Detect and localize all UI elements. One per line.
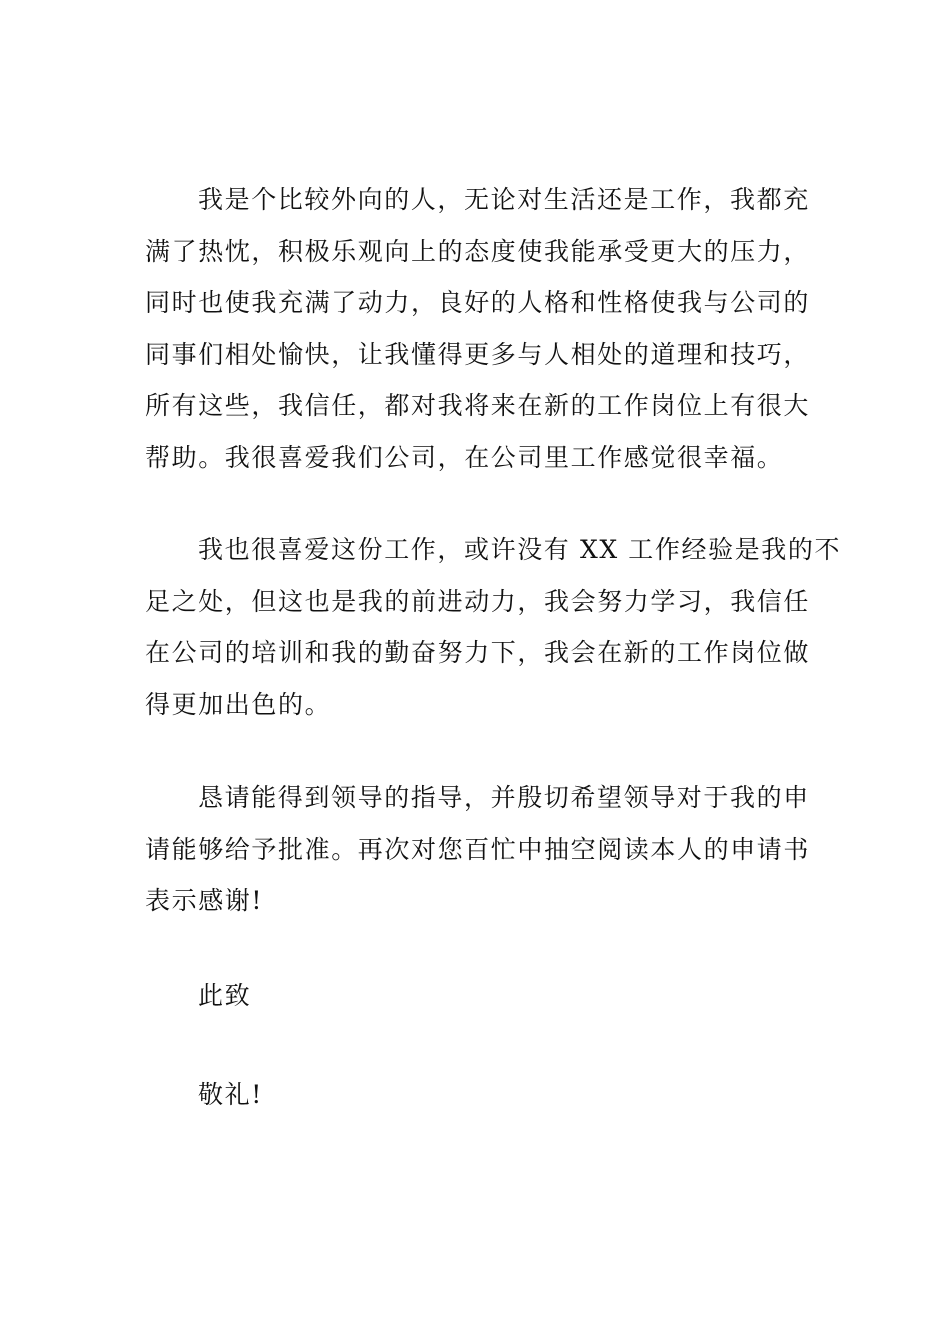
paragraph-personality	[145, 174, 810, 483]
paragraph-line: 我是个比较外向的人，无论对生活还是工作，我都充	[198, 185, 810, 214]
paragraph-line: 得更加出色的。	[145, 689, 332, 719]
paragraph-line: 帮助。我很喜爱我们公司，在公司里工作感觉很幸福。	[145, 442, 784, 472]
paragraph-line: 请能够给予批准。再次对您百忙中抽空阅读本人的申请书	[145, 834, 811, 864]
paragraph-line: 满了热忱，积极乐观向上的态度使我能承受更大的压力，	[145, 236, 811, 266]
paragraph-line: 在公司的培训和我的勤奋努力下，我会在新的工作岗位做	[145, 638, 811, 667]
regards-text: 敬礼!	[198, 1080, 263, 1109]
paragraph-line: 同事们相处愉快，让我懂得更多与人相处的道理和技巧，	[145, 339, 811, 369]
paragraph-line: 同时也使我充满了动力，良好的人格和性格使我与公司的	[145, 288, 811, 317]
paragraph-line: 足之处，但这也是我的前进动力，我会努力学习，我信任	[145, 586, 811, 616]
paragraph-line: 表示感谢!	[145, 886, 264, 915]
paragraph-line: 恳请能得到领导的指导，并殷切希望领导对于我的申	[198, 783, 810, 812]
paragraph-work-attitude	[145, 524, 842, 730]
paragraph-request	[145, 772, 810, 927]
paragraph-line: 所有这些，我信任，都对我将来在新的工作岗位上有很大	[145, 391, 811, 420]
salutation-text: 此致	[198, 981, 252, 1010]
closing-regards	[145, 1069, 810, 1121]
paragraph-line: 我也很喜爱这份工作，或许没有 XX 工作经验是我的不	[198, 535, 842, 564]
closing-salutation	[145, 970, 810, 1022]
